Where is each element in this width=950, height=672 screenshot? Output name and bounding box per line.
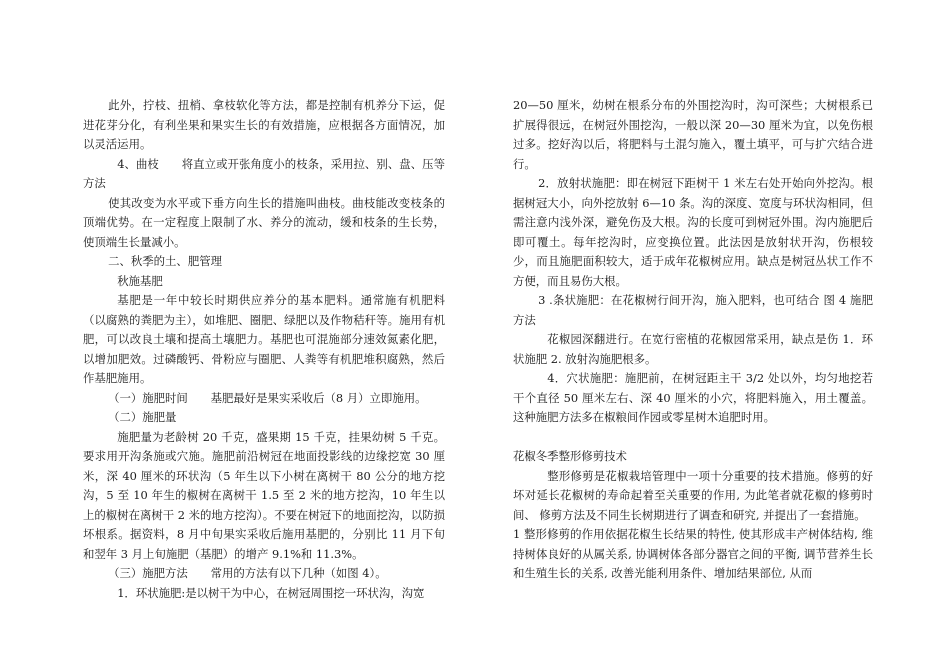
paragraph: （一）施肥时间 基肥最好是果实采收后（8 月）立即施用。: [108, 390, 427, 405]
paragraph: 1．环状施肥:是以树干为中心，在树冠周围挖一环状沟，沟宽: [117, 585, 425, 600]
paragraph: 花椒园深翻进行。在宽行密植的花椒园常采用，缺点是伤 1．环状施肥 2. 放射沟施肥根多。: [513, 332, 873, 366]
subsection-heading: （二）施肥量: [108, 410, 177, 424]
left-column: [83, 96, 445, 603]
subsection-heading: 秋施基肥: [117, 273, 163, 288]
paragraph: 基肥是一年中较长时期供应养分的基本肥料。通常施有机肥料（以腐熟的粪肥为主），如堆肥、圈肥、绿肥以及作物秸秆等。施用有机肥，可以改良土壤和提高土壤肥力。基肥也可混施部分速效氮素化肥，以增加肥效。过磷酸钙、骨粉应与圈肥、人粪等有机肥堆积腐熟，然后作基肥施用。: [83, 293, 445, 385]
paragraph: 整形修剪是花椒栽培管理中一项十分重要的技术措施。修剪的好坏对延长花椒树的寿命起着至关重要的作用, 为此笔者就花椒的修剪时间、 修剪方法及不同生长树期进行了调查和研究, 并提出了一套措施。: [513, 468, 873, 522]
paragraph: 2．放射状施肥：即在树冠下距树干 1 米左右处开始向外挖沟。根据树冠大小，向外挖放射 6—10 条。沟的深度、宽度与环状沟相同，但需注意内浅外深，避免伤及大根。沟的长度可到树冠外围。沟内施肥后即可覆土。每年挖沟时，应变换位置。此法因是放射状开沟，伤根较少，而且施肥面积较大，适于成年花椒树应用。缺点是树冠丛状工作不方便，而且易伤大根。: [513, 176, 873, 288]
article-title: 花椒冬季整形修剪技术: [513, 449, 627, 463]
section-heading: 4、曲枝 将直立或开张角度小的枝条，采用拉、别、盘、压等方法: [83, 156, 445, 190]
paragraph: 4．穴状施肥：施肥前，在树冠距主干 3/2 处以外，均匀地挖若干个直径 50 厘米左右、深 40 厘米的小穴，将肥料施入，用土覆盖。这种施肥方法多在椒粮间作园或零星树木追肥时用。: [513, 371, 873, 424]
paragraph: （三）施肥方法 常用的方法有以下几种（如图 4）。: [108, 566, 387, 580]
paragraph: 此外，拧枝、扭梢、拿枝软化等方法，都是控制有机养分下运，促进花芽分化，有利坐果和果实生长的有效措施，应根据各方面情况，加以灵活运用。: [83, 98, 445, 151]
right-column: [513, 96, 873, 584]
section-heading: 二、秋季的土、肥管理: [108, 254, 222, 268]
paragraph: 施肥量为老龄树 20 千克，盛果期 15 千克，挂果幼树 5 千克。要求用开沟条施或穴施。施肥前沿树冠在地面投影线的边缘挖宽 30 厘米，深 40 厘米的环状沟（5 年生以下小树在离树干 80 公分的地方挖沟，5 至 10 年生的椒树在离树干 1.5 至 2 米的地方挖沟，10 年生以上的椒树在离树干 2 米的地方挖沟）。不要在树冠下的地面挖沟，以防损坏根系。据资料，8 月中旬果实采收后施用基肥的，分别比 11 月下旬和翌年 3 月上旬施肥（基肥）的增产 9.1%和 11.3%。: [83, 429, 445, 561]
paragraph: 使其改变为水平或下垂方向生长的措施叫曲枝。曲枝能改变枝条的顶端优势。在一定程度上限制了水、养分的流动，缓和枝条的生长势，使顶端生长量减小。: [83, 195, 445, 249]
paragraph: 3 .条状施肥：在花椒树行间开沟，施入肥料，也可结合 图 4 施肥方法: [513, 293, 873, 327]
paragraph: 1 整形修剪的作用依据花椒生长结果的特性, 使其形成丰产树体结构, 维持树体良好的从属关系, 协调树体各部分器官之间的平衡, 调节营养生长和生殖生长的关系, 改善光能利用条件、增加结果部位, 从而: [513, 527, 873, 580]
paragraph: 20—50 厘米，幼树在根系分布的外围挖沟时，沟可深些；大树根系已扩展得很远，在树冠外围挖沟，一般以深 20—30 厘米为宜，以免伤根过多。挖好沟以后，将肥料与土混匀施入，覆土填平，可与扩穴结合进行。: [513, 98, 873, 171]
